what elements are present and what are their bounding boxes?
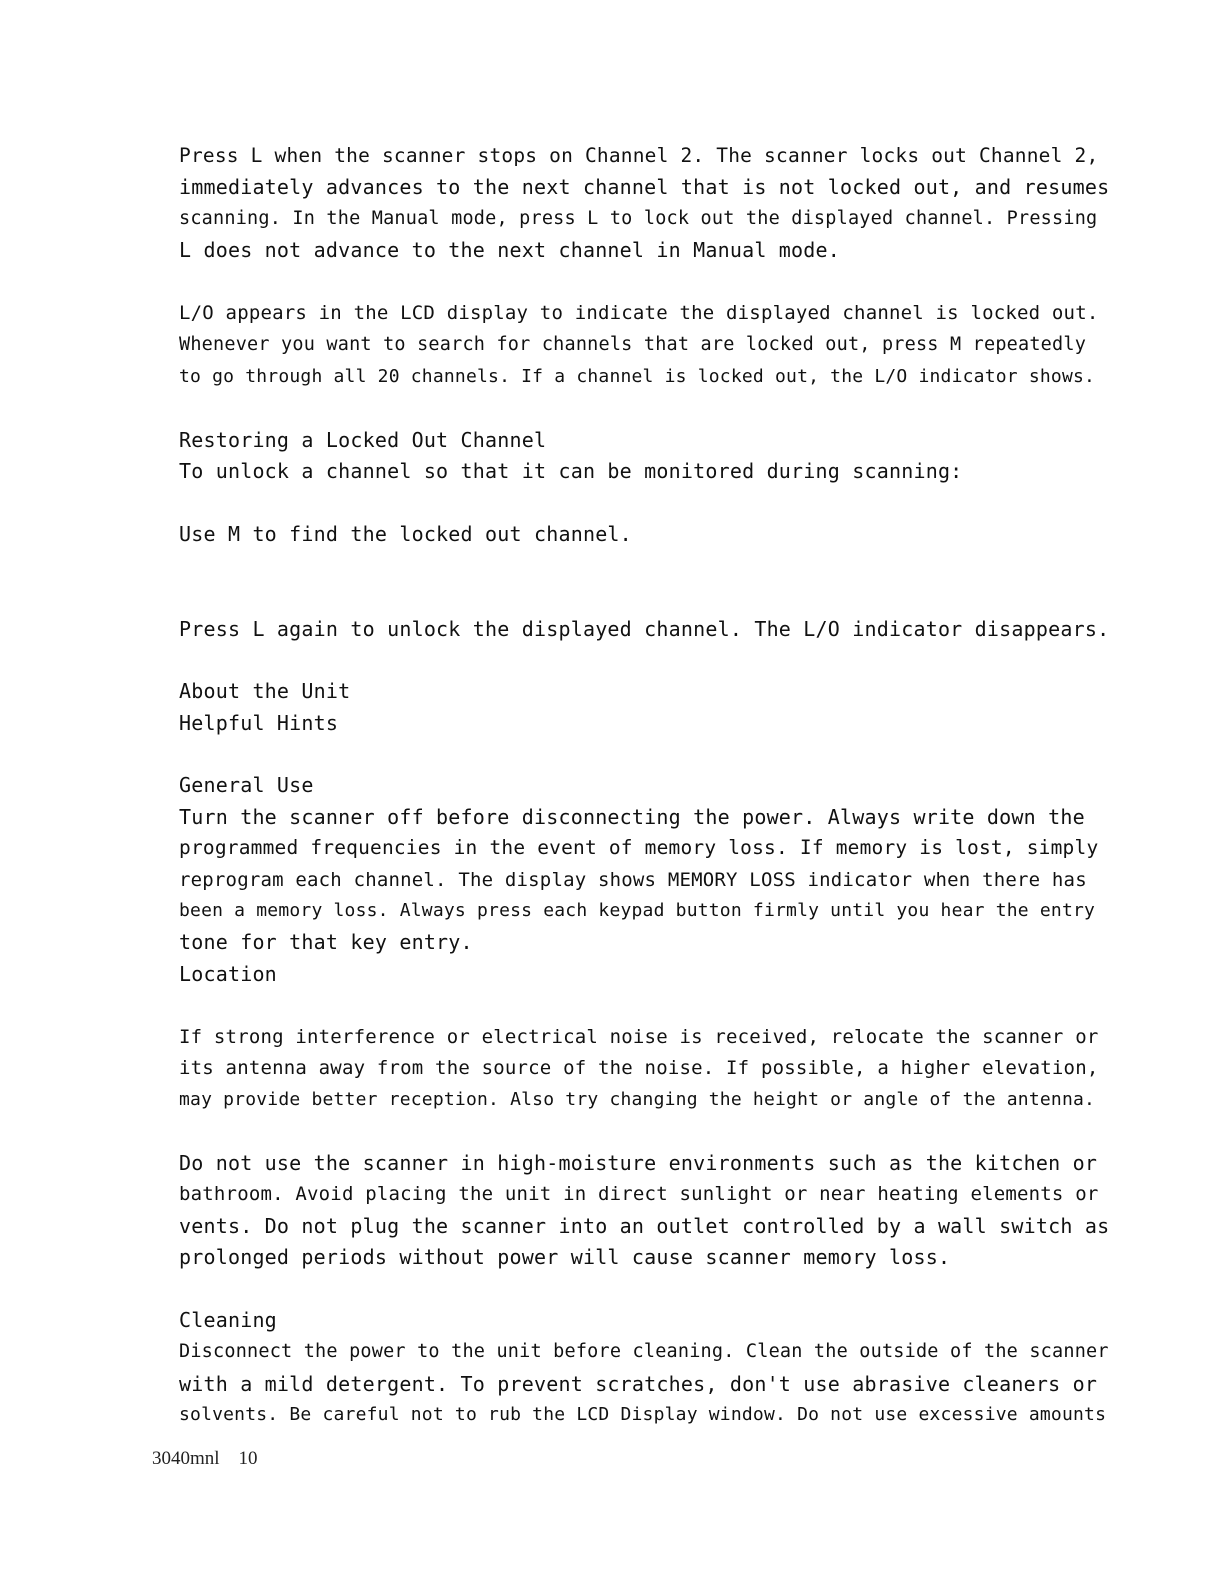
text-line: Press L when the scanner stops on Channel 2. The scanner locks out Channel 2, [179, 144, 1099, 167]
text-line: been a memory loss. Always press each keypad button firmly until you hear the entry [179, 900, 1096, 921]
text-line: Do not use the scanner in high-moisture environments such as the kitchen or [179, 1151, 1098, 1175]
text-line: Use M to find the locked out channel. [179, 522, 632, 546]
text-line: Whenever you want to search for channels that are locked out, press M repeatedly [179, 334, 1087, 355]
text-line: L/O appears in the LCD display to indicate the displayed channel is locked out. [179, 302, 1099, 324]
text-line: may provide better reception. Also try changing the height or angle of the antenna. [179, 1089, 1096, 1110]
text-line: solvents. Be careful not to rub the LCD Display window. Do not use excessive amounts [179, 1404, 1107, 1425]
text-line: L does not advance to the next channel in Manual mode. [179, 238, 841, 262]
text-line: reprogram each channel. The display shows MEMORY LOSS indicator when there has [179, 869, 1087, 891]
text-line: with a mild detergent. To prevent scratches, don't use abrasive cleaners or [179, 1372, 1098, 1396]
text-line: its antenna away from the source of the noise. If possible, a higher elevation, [179, 1057, 1099, 1079]
section-heading: Cleaning [179, 1308, 277, 1332]
text-line: To unlock a channel so that it can be monitored during scanning: [179, 459, 963, 483]
text-line: programmed frequencies in the event of memory loss. If memory is lost, simply [179, 836, 1099, 859]
section-heading: About the Unit [179, 679, 351, 703]
section-heading: Helpful Hints [179, 711, 339, 735]
text-line: Disconnect the power to the unit before cleaning. Clean the outside of the scanner [179, 1341, 1109, 1362]
section-heading: Restoring a Locked Out Channel [179, 428, 547, 452]
page-footer: 3040mnl 10 [152, 1448, 258, 1469]
text-line: scanning. In the Manual mode, press L to lock out the displayed channel. Pressing [179, 208, 1098, 229]
text-line: vents. Do not plug the scanner into an outlet controlled by a wall switch as [179, 1214, 1110, 1238]
text-line: immediately advances to the next channel that is not locked out, and resumes [179, 175, 1110, 199]
text-line: If strong interference or electrical noise is received, relocate the scanner or [179, 1026, 1099, 1048]
text-line: bathroom. Avoid placing the unit in direct sunlight or near heating elements or [179, 1183, 1099, 1205]
text-line: prolonged periods without power will cause scanner memory loss. [179, 1245, 951, 1269]
section-heading: General Use [179, 773, 314, 797]
text-line: tone for that key entry. [179, 930, 473, 954]
text-line: to go through all 20 channels. If a channel is locked out, the L/O indicator shows. [179, 366, 1096, 387]
text-line: Press L again to unlock the displayed channel. The L/O indicator disappears. [179, 617, 1110, 641]
text-line: Turn the scanner off before disconnecting the power. Always write down the [179, 805, 1085, 829]
section-heading: Location [179, 962, 277, 986]
